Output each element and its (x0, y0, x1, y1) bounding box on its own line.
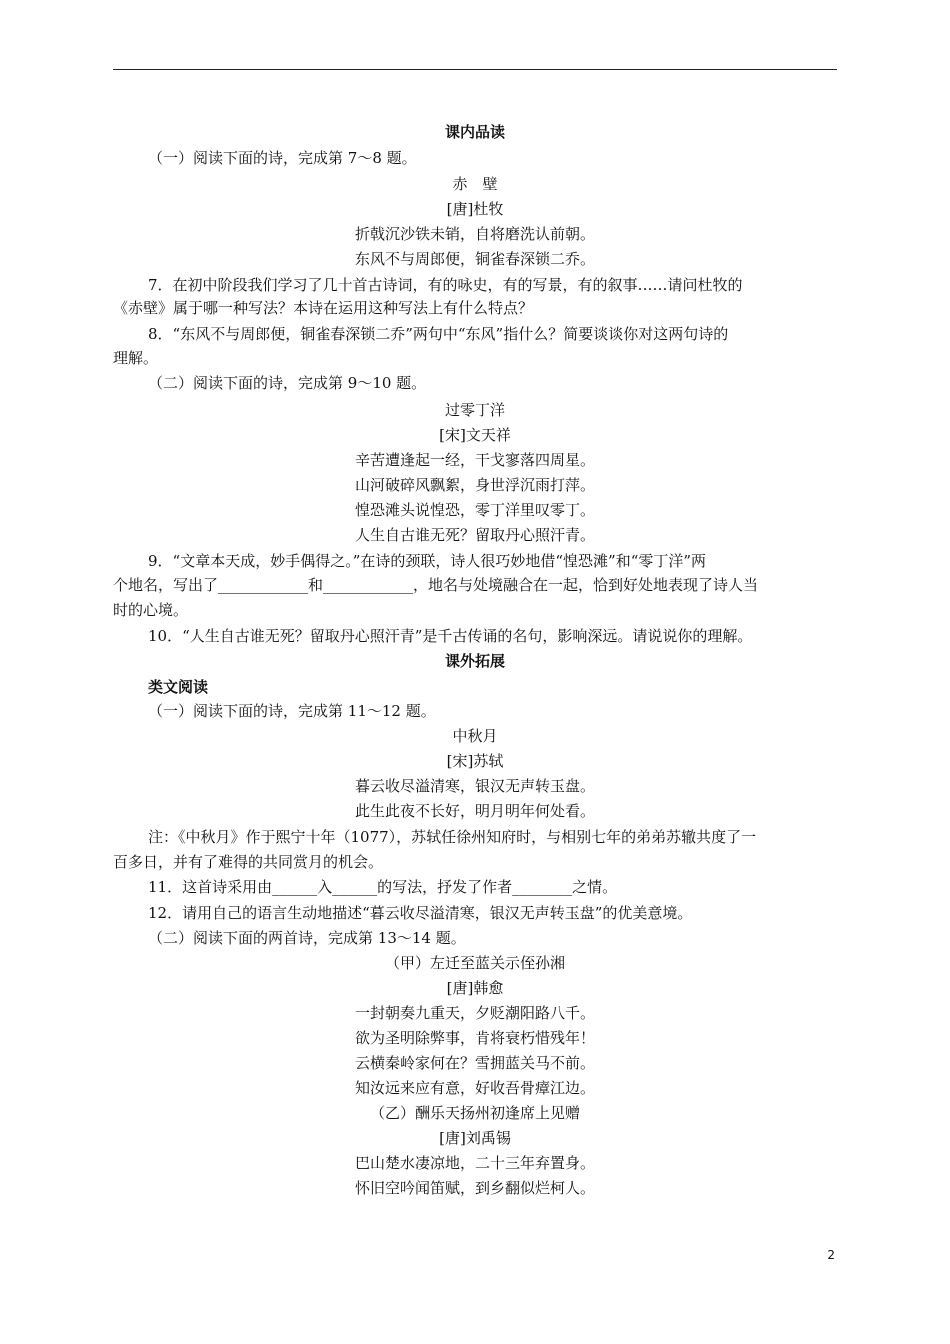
poem2-author: [宋]文天祥 (439, 426, 511, 444)
poem2-line: 山河破碎风飘絮，身世浮沉雨打萍。 (354, 476, 595, 494)
poem4-line: 一封朝奏九重天，夕贬潮阳路八千。 (354, 1004, 595, 1022)
poem2-line: 惶恐滩头说惶恐，零丁洋里叹零丁。 (354, 501, 595, 519)
poem1-author: [唐]杜牧 (446, 200, 504, 218)
poem4-line: 云横秦岭家何在？雪拥蓝关马不前。 (354, 1054, 595, 1072)
poem1-title: 赤 壁 (452, 175, 498, 193)
question-9-cont: 个地名，写出了____________和____________，地名与处境融合在一起，恰到好处地表现了诗人当 (113, 576, 759, 594)
poem4-line: 知汝远来应有意，好收吾骨瘴江边。 (354, 1079, 595, 1097)
question-7: 7．在初中阶段我们学习了几十首古诗词，有的咏史，有的写景，有的叙事……请问杜牧的 (148, 276, 743, 294)
section-title-in-class: 课内品读 (444, 123, 505, 141)
part3-intro: （一）阅读下面的诗，完成第 11～12 题。 (148, 702, 436, 720)
part2-intro: （二）阅读下面的诗，完成第 9～10 题。 (148, 374, 427, 392)
poem3-line: 此生此夜不长好，明月明年何处看。 (354, 802, 595, 820)
page-number: 2 (827, 1248, 835, 1262)
question-8: 8．“东风不与周郎便，铜雀春深锁二乔”两句中“东风”指什么？简要谈谈你对这两句诗的 (148, 325, 729, 343)
section-title-extra: 课外拓展 (444, 652, 505, 670)
question-11: 11．这首诗采用由______入______的写法，抒发了作者________之情。 (148, 878, 618, 896)
poem5-title: （乙）酬乐天扬州初逢席上见赠 (369, 1104, 580, 1122)
subsection-title: 类文阅读 (148, 678, 209, 696)
poem3-author: [宋]苏轼 (446, 752, 504, 770)
note: 注：《中秋月》作于熙宁十年（1077），苏轼任徐州知府时，与相别七年的弟弟苏辙共度了一 (148, 828, 757, 846)
note-cont: 百多日，并有了难得的共同赏月的机会。 (113, 853, 384, 871)
question-10: 10．“人生自古谁无死？留取丹心照汗青”是千古传诵的名句，影响深远。请说说你的理解。 (148, 627, 753, 645)
poem5-author: [唐]刘禹锡 (439, 1129, 511, 1147)
poem4-line: 欲为圣明除弊事，肯将衰朽惜残年！ (354, 1029, 595, 1047)
poem2-line: 人生自古谁无死？留取丹心照汗青。 (354, 526, 595, 544)
poem3-title: 中秋月 (452, 727, 498, 745)
poem2-line: 辛苦遭逢起一经，干戈寥落四周星。 (354, 451, 595, 469)
part1-intro: （一）阅读下面的诗，完成第 7～8 题。 (148, 149, 417, 167)
question-7-cont: 《赤壁》属于哪一种写法？本诗在运用这种写法上有什么特点？ (113, 299, 534, 317)
question-9: 9．“文章本天成，妙手偶得之。”在诗的颈联，诗人很巧妙地借“惶恐滩”和“零丁洋”两 (148, 552, 707, 570)
part4-intro: （二）阅读下面的两首诗，完成第 13～14 题。 (148, 929, 466, 947)
poem3-line: 暮云收尽溢清寒，银汉无声转玉盘。 (354, 777, 595, 795)
header-rule (113, 69, 837, 70)
poem2-title: 过零丁洋 (444, 401, 505, 419)
poem5-line: 怀旧空吟闻笛赋，到乡翻似烂柯人。 (354, 1179, 595, 1197)
poem4-title: （甲）左迁至蓝关示侄孙湘 (384, 954, 565, 972)
poem5-line: 巴山楚水凄凉地，二十三年弃置身。 (354, 1154, 595, 1172)
poem4-author: [唐]韩愈 (446, 979, 504, 997)
poem1-line: 东风不与周郎便，铜雀春深锁二乔。 (354, 250, 595, 268)
poem1-line: 折戟沉沙铁未销，自将磨洗认前朝。 (354, 225, 595, 243)
question-8-cont: 理解。 (113, 349, 159, 367)
question-12: 12．请用自己的语言生动地描述“暮云收尽溢清寒，银汉无声转玉盘”的优美意境。 (148, 904, 693, 922)
question-9-cont2: 时的心境。 (113, 601, 189, 619)
